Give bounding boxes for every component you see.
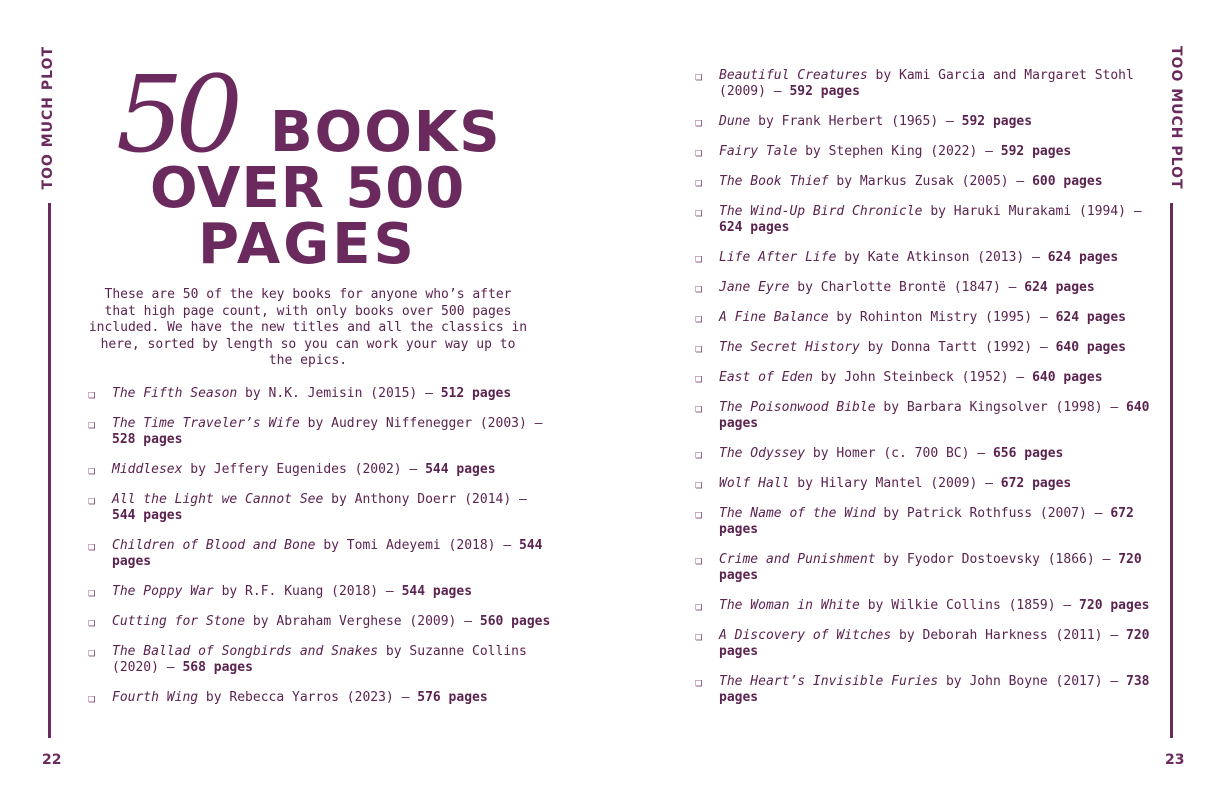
book-author-year: by N.K. Jemisin (2015) – [237, 386, 441, 401]
book-page-count: 640 pages [1032, 370, 1103, 385]
book-author-year: by Stephen King (2022) – [797, 144, 1001, 159]
book-title: Children of Blood and Bone [112, 538, 316, 553]
book-page-count: 720 pages [1079, 598, 1150, 613]
book-list-item [695, 280, 1165, 296]
book-title: The Secret History [719, 340, 860, 355]
checkbox-icon[interactable]: ❏ [88, 463, 96, 477]
book-author-year: by John Steinbeck (1952) – [812, 370, 1033, 385]
book-list-left [88, 386, 558, 720]
book-author-year: by Fyodor Dostoevsky (1866) – [875, 552, 1119, 567]
book-list-item [695, 400, 1165, 432]
book-list-item [695, 204, 1165, 236]
book-author-year: by Jeffery Eugenides (2002) – [182, 462, 426, 477]
checkbox-icon[interactable]: ❏ [695, 341, 703, 355]
book-author-year: by R.F. Kuang (2018) – [213, 584, 402, 599]
book-author-year: by Patrick Rothfuss (2007) – [875, 506, 1111, 521]
checkbox-icon[interactable]: ❏ [695, 281, 703, 295]
book-author-year: by Kate Atkinson (2013) – [836, 250, 1048, 265]
book-title: The Wind-Up Bird Chronicle [719, 204, 923, 219]
book-page-count: 672 pages [719, 506, 1134, 537]
page-number-left: 22 [42, 752, 62, 768]
book-list-item [695, 674, 1165, 706]
book-page-count: 624 pages [719, 220, 790, 235]
book-author-year: by Frank Herbert (1965) – [750, 114, 962, 129]
book-page-count: 656 pages [992, 446, 1064, 461]
checkbox-icon[interactable]: ❏ [695, 251, 703, 265]
book-list-item [88, 462, 558, 478]
book-list-item [695, 340, 1165, 356]
page-title [116, 53, 506, 277]
book-list-item [88, 538, 558, 570]
book-page-count: 600 pages [1032, 174, 1103, 189]
book-list-item [695, 598, 1165, 614]
book-title: All the Light we Cannot See [112, 492, 324, 507]
book-title: The Time Traveler’s Wife [112, 416, 300, 431]
book-title: Wolf Hall [719, 476, 790, 491]
checkbox-icon[interactable]: ❏ [695, 629, 703, 643]
book-list-item [88, 690, 558, 706]
book-title: The Woman in White [719, 598, 860, 613]
book-author-year: by Kami Garcia and Margaret Stohl (2009) – [719, 68, 1134, 99]
book-author-year: by Anthony Doerr (2014) – [323, 492, 527, 507]
book-title: The Fifth Season [112, 386, 238, 401]
checkbox-icon[interactable]: ❏ [88, 585, 96, 599]
book-author-year: by John Boyne (2017) – [938, 674, 1126, 689]
checkbox-icon[interactable]: ❏ [695, 477, 703, 491]
book-list-item [695, 476, 1165, 492]
checkbox-icon[interactable]: ❏ [695, 401, 703, 415]
title-line-3: PAGES [198, 212, 417, 277]
left-page [0, 0, 611, 800]
title-line-1: BOOKS [270, 100, 502, 165]
book-title: Fairy Tale [719, 144, 798, 159]
page-number-right: 23 [1165, 752, 1185, 768]
book-title: The Ballad of Songbirds and Snakes [112, 644, 379, 659]
book-author-year: by Abraham Verghese (2009) – [245, 614, 480, 629]
book-page-count: 592 pages [1000, 144, 1072, 159]
book-page-count: 624 pages [1047, 250, 1119, 265]
book-list-item [695, 506, 1165, 538]
book-page-count: 528 pages [112, 432, 183, 447]
checkbox-icon[interactable]: ❏ [695, 311, 703, 325]
book-page-count: 592 pages [961, 114, 1033, 129]
book-page-count: 544 pages [112, 538, 543, 569]
checkbox-icon[interactable]: ❏ [695, 675, 703, 689]
book-title: Cutting for Stone [112, 614, 246, 629]
book-author-year: by Tomi Adeyemi (2018) – [315, 538, 519, 553]
book-list-item [695, 250, 1165, 266]
book-page-count: 560 pages [479, 614, 551, 629]
checkbox-icon[interactable]: ❏ [88, 493, 96, 507]
checkbox-icon[interactable]: ❏ [88, 387, 96, 401]
book-title: Beautiful Creatures [719, 68, 868, 83]
book-page-count: 576 pages [417, 690, 488, 705]
book-page-count: 544 pages [425, 462, 496, 477]
book-page-count: 640 pages [719, 400, 1150, 431]
book-page-count: 512 pages [440, 386, 512, 401]
book-author-year: by Suzanne Collins (2020) – [112, 644, 527, 675]
book-title: Life After Life [719, 250, 837, 265]
book-page-count: 720 pages [719, 552, 1142, 583]
title-number: 50 [116, 53, 235, 176]
book-title: The Poisonwood Bible [719, 400, 876, 415]
book-page-count: 672 pages [1000, 476, 1072, 491]
checkbox-icon[interactable]: ❏ [88, 691, 96, 705]
book-title: Jane Eyre [719, 280, 790, 295]
book-list-item [695, 370, 1165, 386]
book-list-item [88, 584, 558, 600]
book-title: Crime and Punishment [719, 552, 876, 567]
book-list-item [695, 552, 1165, 584]
checkbox-icon[interactable]: ❏ [695, 175, 703, 189]
book-list-item [695, 628, 1165, 660]
book-list-item [695, 310, 1165, 326]
book-author-year: by Markus Zusak (2005) – [828, 174, 1033, 189]
book-title: A Discovery of Witches [719, 628, 892, 643]
book-title: Middlesex [112, 462, 183, 477]
book-list-item [88, 416, 558, 448]
book-page-count: 624 pages [1055, 310, 1127, 325]
checkbox-icon[interactable]: ❏ [88, 539, 96, 553]
book-author-year: by Hilary Mantel (2009) – [789, 476, 1001, 491]
vertical-rule-left [48, 203, 51, 738]
book-list-right [695, 68, 1165, 720]
book-page-count: 544 pages [112, 508, 183, 523]
book-list-item [88, 644, 558, 676]
right-page [611, 0, 1223, 800]
checkbox-icon[interactable]: ❏ [695, 145, 703, 159]
book-title: The Heart’s Invisible Furies [719, 674, 939, 689]
book-list-item [88, 386, 558, 402]
title-line-2: OVER 500 [150, 156, 466, 221]
book-page-count: 624 pages [1024, 280, 1095, 295]
checkbox-icon[interactable]: ❏ [695, 553, 703, 567]
book-list-item [695, 144, 1165, 160]
checkbox-icon[interactable]: ❏ [88, 645, 96, 659]
book-title: Dune [719, 114, 751, 129]
book-title: Fourth Wing [112, 690, 199, 705]
book-author-year: by Deborah Harkness (2011) – [891, 628, 1126, 643]
book-list-item [695, 114, 1165, 130]
brand-vertical-left: TOO MUCH PLOT [40, 46, 56, 190]
book-page-count: 592 pages [789, 84, 860, 99]
book-title: The Name of the Wind [719, 506, 876, 521]
checkbox-icon[interactable]: ❏ [695, 371, 703, 385]
book-author-year: by Homer (c. 700 BC) – [805, 446, 993, 461]
book-author-year: by Rohinton Mistry (1995) – [828, 310, 1056, 325]
book-title: The Odyssey [719, 446, 806, 461]
book-list-item [695, 446, 1165, 462]
book-title: The Book Thief [719, 174, 829, 189]
book-author-year: by Barbara Kingsolver (1998) – [875, 400, 1126, 415]
book-author-year: by Charlotte Brontë (1847) – [789, 280, 1025, 295]
book-title: East of Eden [719, 370, 813, 385]
book-author-year: by Audrey Niffenegger (2003) – [299, 416, 543, 431]
book-page-count: 544 pages [401, 584, 473, 599]
book-list-item [88, 492, 558, 524]
checkbox-icon[interactable]: ❏ [695, 447, 703, 461]
intro-paragraph: These are 50 of the key books for anyone who’s after that high page count, with only books over 500 pages included. We have the new titles and all the classics in here, sorted by length so you can work your way up to the epics. [88, 287, 528, 368]
book-page-count: 720 pages [719, 628, 1150, 659]
book-author-year: by Donna Tartt (1992) – [859, 340, 1056, 355]
book-list-item [88, 614, 558, 630]
checkbox-icon[interactable]: ❏ [695, 69, 703, 83]
checkbox-icon[interactable]: ❏ [695, 507, 703, 521]
book-list-item [695, 174, 1165, 190]
book-author-year: by Wilkie Collins (1859) – [859, 598, 1080, 613]
book-title: The Poppy War [112, 584, 214, 599]
book-author-year: by Haruki Murakami (1994) – [922, 204, 1142, 219]
checkbox-icon[interactable]: ❏ [88, 615, 96, 629]
book-page-count: 738 pages [719, 674, 1150, 705]
brand-vertical-right: TOO MUCH PLOT [1168, 46, 1184, 190]
book-page-count: 640 pages [1055, 340, 1127, 355]
book-title: A Fine Balance [719, 310, 829, 325]
book-list-item [695, 68, 1165, 100]
vertical-rule-right [1170, 203, 1173, 738]
checkbox-icon[interactable]: ❏ [695, 205, 703, 219]
book-author-year: by Rebecca Yarros (2023) – [198, 690, 418, 705]
checkbox-icon[interactable]: ❏ [695, 115, 703, 129]
checkbox-icon[interactable]: ❏ [695, 599, 703, 613]
checkbox-icon[interactable]: ❏ [88, 417, 96, 431]
book-page-count: 568 pages [182, 660, 253, 675]
